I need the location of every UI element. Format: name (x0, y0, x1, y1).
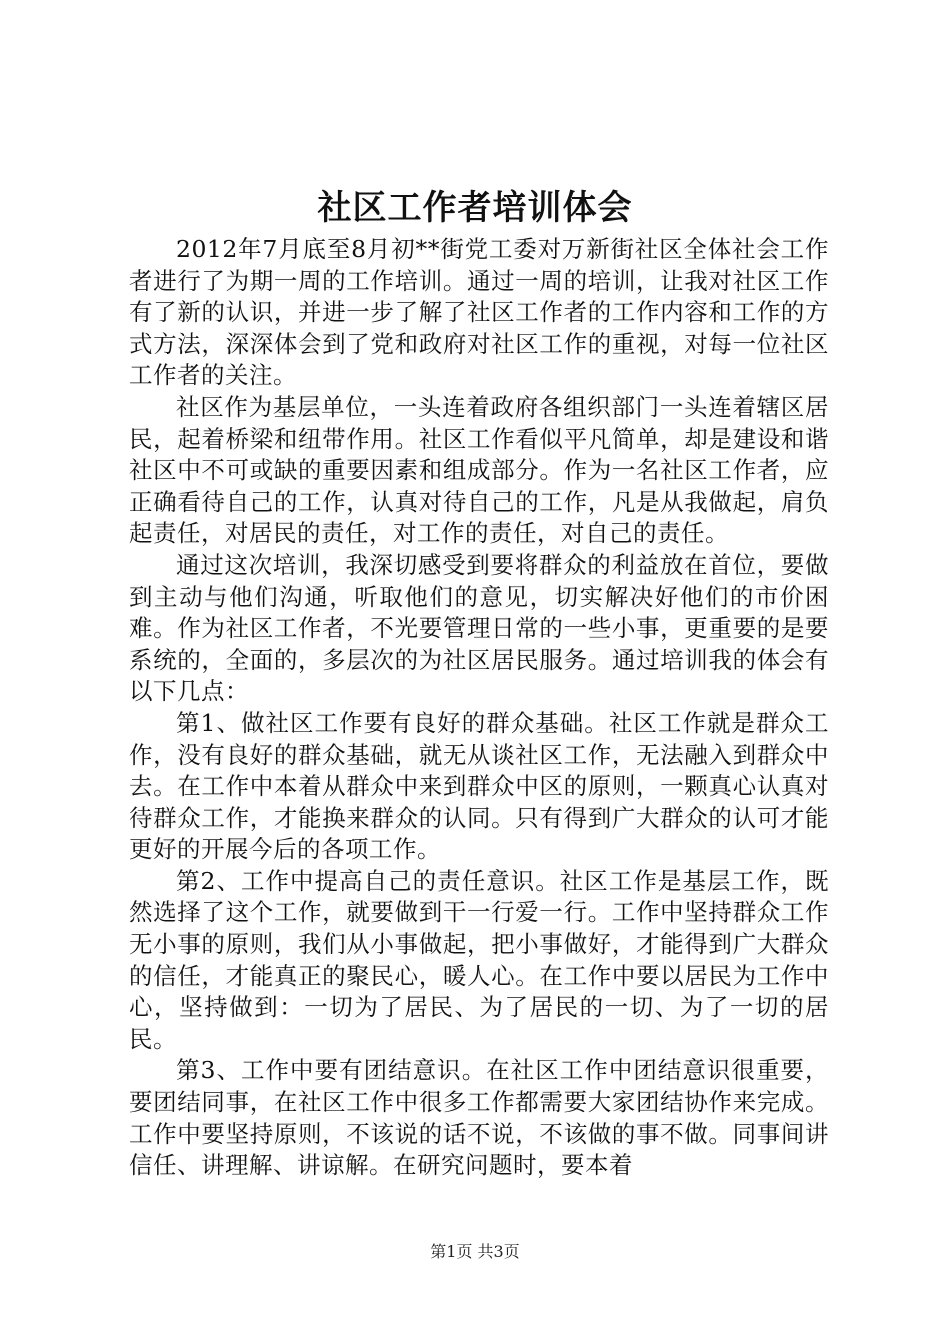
paragraph: 通过这次培训，我深切感受到要将群众的利益放在首位，要做到主动与他们沟通，听取他们的意见，切实解决好他们的市价困难。作为社区工作者，不光要管理日常的一些小事，更重要的是要系统的，全面的，多层次的为社区居民服务。通过培训我的体会有以下几点： (129, 550, 829, 706)
document-title: 社区工作者培训体会 (317, 188, 633, 228)
page-number-footer: 第1页 共3页 (430, 1242, 520, 1261)
paragraph: 2012年7月底至8月初**街党工委对万新街社区全体社会工作者进行了为期一周的工作培训。通过一周的培训，让我对社区工作有了新的认识，并进一步了解了社区工作者的工作内容和工作的方式方法，深深体会到了党和政府对社区工作的重视，对每一位社区工作者的关注。 (129, 235, 829, 390)
paragraph: 第3、工作中要有团结意识。在社区工作中团结意识很重要，要团结同事，在社区工作中很多工作都需要大家团结协作来完成。工作中要坚持原则，不该说的话不说，不该做的事不做。同事间讲信任、讲理解、讲谅解。在研究问题时，要本着 (129, 1056, 829, 1180)
paragraph: 社区作为基层单位，一头连着政府各组织部门一头连着辖区居民，起着桥梁和纽带作用。社区工作看似平凡简单，却是建设和谐社区中不可或缺的重要因素和组成部分。作为一名社区工作者，应正确看待自己的工作，认真对待自己的工作，凡是从我做起，肩负起责任，对居民的责任，对工作的责任，对自己的责任。 (129, 392, 829, 548)
paragraph: 第1、做社区工作要有良好的群众基础。社区工作就是群众工作，没有良好的群众基础，就无从谈社区工作，无法融入到群众中去。在工作中本着从群众中来到群众中区的原则，一颗真心认真对待群众工作，才能换来群众的认同。只有得到广大群众的认可才能更好的开展今后的各项工作。 (129, 708, 829, 864)
document-body (129, 234, 829, 1182)
paragraph: 第2、工作中提高自己的责任意识。社区工作是基层工作，既然选择了这个工作，就要做到干一行爱一行。工作中坚持群众工作无小事的原则，我们从小事做起，把小事做好，才能得到广大群众的信任，才能真正的聚民心，暖人心。在工作中要以居民为工作中心，坚持做到：一切为了居民、为了居民的一切、为了一切的居民。 (129, 866, 829, 1053)
